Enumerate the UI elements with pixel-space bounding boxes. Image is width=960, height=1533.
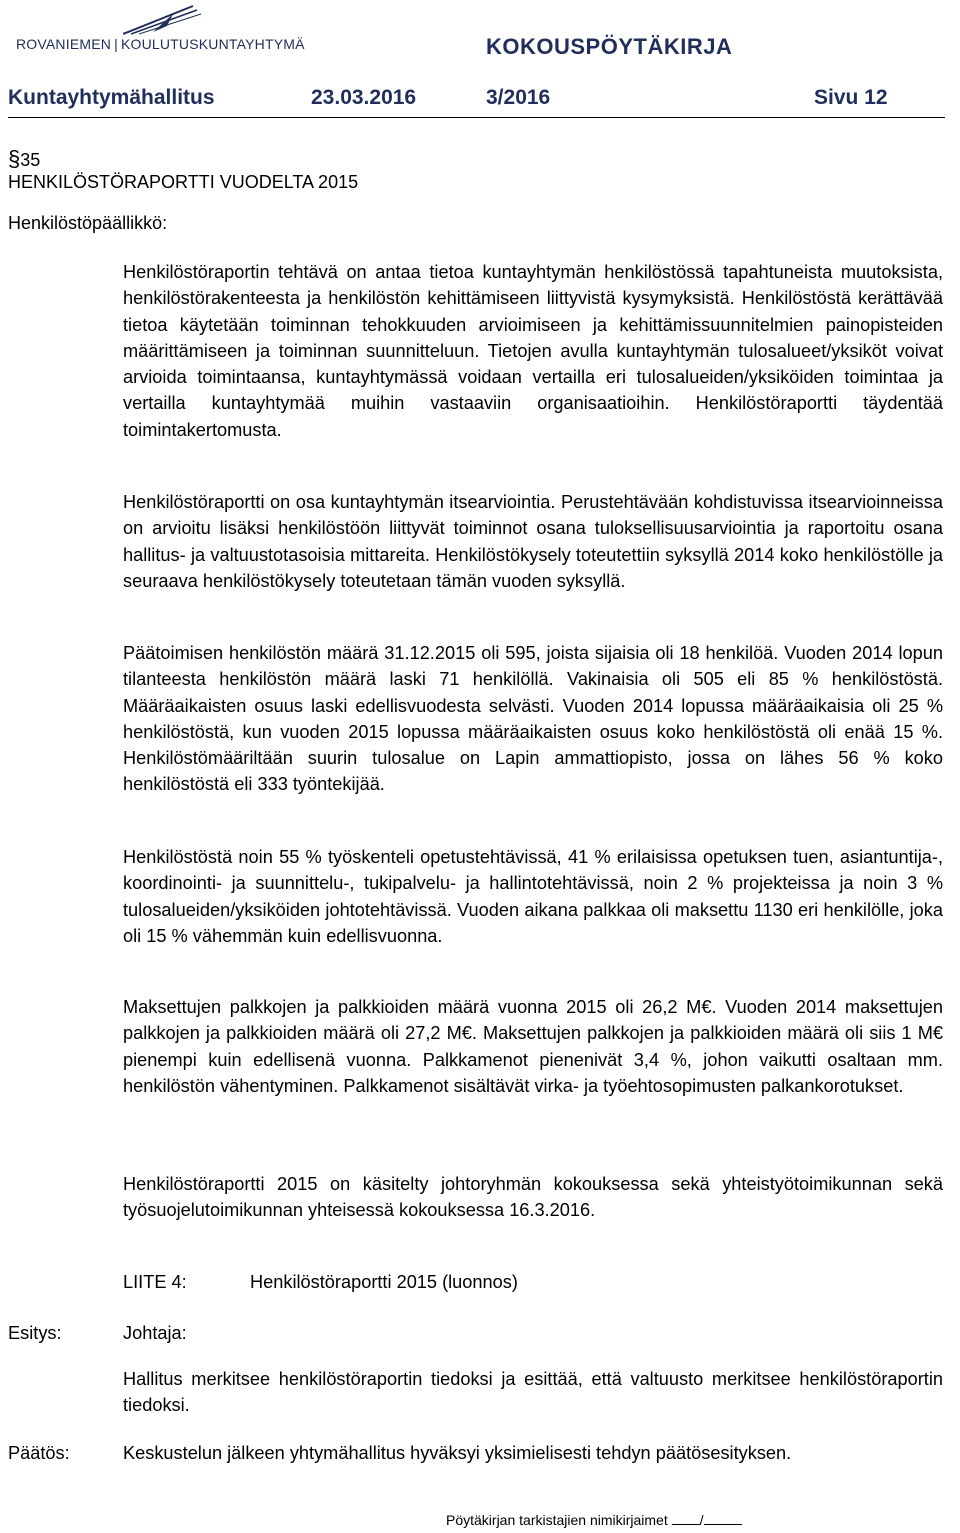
logo-text: ROVANIEMEN | KOULUTUSKUNTAYHTYMÄ <box>16 36 305 52</box>
paragraph-1: Henkilöstöraportin tehtävä on antaa tietoa kuntayhtymän henkilöstössä tapahtuneista muutoksista, henkilöstörakenteesta ja henkilöstön kehittämiseen liittyvistä kysymyksistä. Henkilöstöstä kerättävää tietoa käytetään toiminnan tehokkuuden arvioimiseen ja kehittämissuunnitelmien painopisteiden määrittämiseen ja toiminnan suunnitteluun. Tietojen avulla kuntayhtymän tulosalueet/yksiköt voivat arvioida toimintaansa, kuntayhtymässä voidaan vertailla eri tulosalueiden/yksiköiden toimintaa ja vertailla kuntayhtymää muihin vastaaviin organisaatioihin. Henkilöstöraportti täydentää toimintakertomusta. <box>123 262 943 440</box>
initials-blank-2[interactable] <box>704 1512 742 1525</box>
footer-slash: / <box>699 1512 704 1528</box>
paragraph-4: Henkilöstöstä noin 55 % työskenteli opetustehtävissä, 41 % erilaisissa opetuksen tuen, asiantuntija-, koordinointi- ja suunnittelu-, tukipalvelu- ja hallintotehtävissä, noin 2 % projekteissa ja noin 3 % tulosalueiden/yksiköiden johtotehtävissä. Vuoden aikana palkkaa oli maksettu 1130 eri henkilölle, joka oli 15 % vähemmän kuin edellisvuonna. <box>123 847 943 946</box>
paragraph-5: Maksettujen palkkojen ja palkkioiden määrä vuonna 2015 oli 26,2 M€. Vuoden 2014 maksettujen palkkojen ja palkkioiden määrä oli 27,2 M€. Maksettujen palkkojen ja palkkioiden määrä oli siis 1 M€ pienempi kuin edellisenä vuonna. Palkkamenot pienenivät 3,4 %, johon vaikutti osaltaan mm. henkilöstön vähentyminen. Palkkamenot sisältävät virka- ja työehtosopimusten palkankorotukset. <box>123 997 943 1096</box>
meeting-number: 3/2016 <box>486 86 551 109</box>
organization-logo <box>8 4 348 56</box>
proposal-presenter: Johtaja: <box>123 1323 187 1343</box>
footer-initials <box>446 1512 742 1528</box>
initials-blank-1[interactable] <box>672 1512 700 1525</box>
section-number <box>8 146 40 172</box>
logo-mark-icon <box>123 4 203 38</box>
meeting-date: 23.03.2016 <box>311 86 417 109</box>
section-number-value: 35 <box>20 150 41 170</box>
meeting-body: Kuntayhtymähallitus <box>8 86 215 109</box>
section-title: HENKILÖSTÖRAPORTTI VUODELTA 2015 <box>8 172 359 192</box>
meeting-header <box>8 86 945 112</box>
paragraph-2: Henkilöstöraportti on osa kuntayhtymän itsearviointia. Perustehtävään kohdistuvissa itsearvioinneissa on arvioitu lisäksi henkilöstöön liittyvät toiminnot osana tuloksellisuusarviointia ja raportoitu osana hallitus- ja valtuustotasoisia mittareita. Henkilöstökysely toteutettiin syksyllä 2014 koko henkilöstölle ja seuraava henkilöstökysely toteutetaan tämän vuoden syksyllä. <box>123 492 943 591</box>
section-symbol: § <box>8 146 21 171</box>
proposal-text: Hallitus merkitsee henkilöstöraportin tiedoksi ja esittää, että valtuusto merkitsee henkilöstöraportin tiedoksi. <box>123 1369 943 1416</box>
proposal-label: Esitys: <box>8 1323 62 1343</box>
decision-label: Päätös: <box>8 1443 70 1463</box>
decision-text: Keskustelun jälkeen yhtymähallitus hyväksyi yksimielisesti tehdyn päätösesityksen. <box>123 1443 792 1463</box>
logo-org-part1: ROVANIEMEN <box>16 36 112 52</box>
attachment-label: LIITE 4: <box>123 1272 187 1292</box>
attachment-link[interactable]: Henkilöstöraportti 2015 (luonnos) <box>250 1272 518 1292</box>
header-divider <box>8 117 945 118</box>
page-number: Sivu 12 <box>814 86 888 109</box>
document-type: KOKOUSPÖYTÄKIRJA <box>486 34 733 59</box>
footer-text: Pöytäkirjan tarkistajien nimikirjaimet <box>446 1512 668 1528</box>
paragraph-6: Henkilöstöraportti 2015 on käsitelty johtoryhmän kokouksessa sekä yhteistyötoimikunnan sekä työsuojelutoimikunnan yhteisessä kokouksessa 16.3.2016. <box>123 1174 943 1221</box>
logo-org-part2: KOULUTUSKUNTAYHTYMÄ <box>120 36 305 52</box>
paragraph-3: Päätoimisen henkilöstön määrä 31.12.2015 oli 595, joista sijaisia oli 18 henkilöä. Vuoden 2014 lopun tilanteesta henkilöstön määrä laski 71 henkilöllä. Vakinaisia oli 505 eli 85 % henkilöstöstä. Määräaikaisten osuus laski edellisvuodesta selvästi. Vuoden 2014 lopussa määräaikaisia oli 25 % henkilöstöstä, kun vuoden 2015 lopussa määräaikaisten osuus koko henkilöstöstä oli enää 15 %. Henkilöstömääriltään suurin tulosalue on Lapin ammattiopisto, jossa on lähes 56 % koko henkilöstöstä eli 333 työntekijää. <box>123 643 943 795</box>
section-presenter: Henkilöstöpäällikkö: <box>8 213 168 233</box>
